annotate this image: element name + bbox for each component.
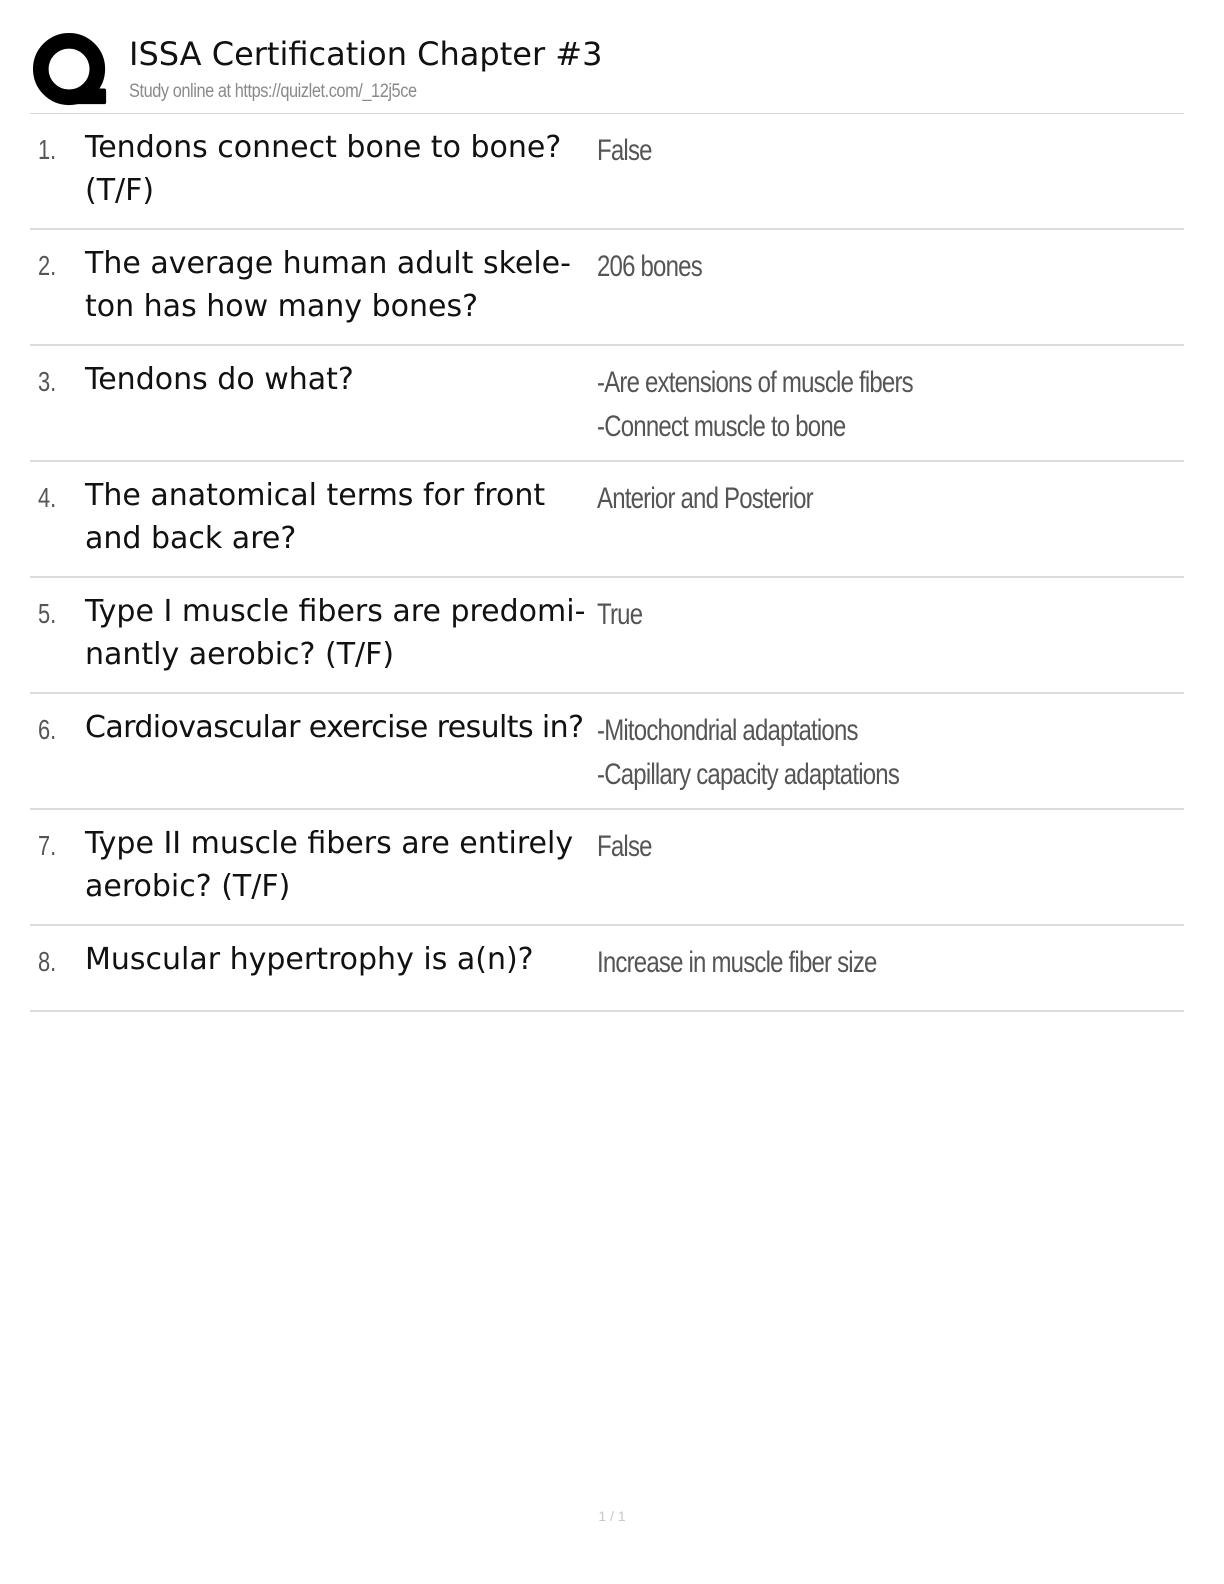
flashcard-item — [30, 462, 1184, 578]
flashcard-item — [30, 230, 1184, 346]
document-header — [30, 28, 1184, 114]
card-definition: -Mitochondrial adaptations -Capillary capacity adaptations — [597, 714, 900, 791]
page-number: 1 / 1 — [598, 1508, 626, 1524]
card-term: Type I muscle fibers are predomi- nantly aerobic? (T/F) — [85, 594, 586, 672]
flashcard-item — [30, 578, 1184, 694]
card-number: 7. — [38, 830, 57, 861]
card-number: 2. — [38, 250, 57, 281]
flashcard-item — [30, 114, 1184, 230]
card-definition: Anterior and Posterior — [597, 482, 813, 515]
card-number: 1. — [38, 134, 57, 165]
flashcard-item — [30, 346, 1184, 462]
card-definition: -Are extensions of muscle fibers -Connect muscle to bone — [597, 366, 913, 443]
card-definition: False — [597, 134, 652, 167]
card-number: 4. — [38, 482, 57, 513]
quizlet-logo-icon — [32, 32, 110, 110]
card-term: Type II muscle fibers are entirely aerobic? (T/F) — [85, 826, 574, 904]
card-number: 6. — [38, 714, 57, 745]
document-title: ISSA Certification Chapter #3 — [129, 35, 603, 73]
card-number: 5. — [38, 598, 57, 629]
flashcard-list — [30, 114, 1184, 1012]
card-definition: Increase in muscle fiber size — [597, 946, 877, 979]
card-term: The anatomical terms for front and back are? — [85, 478, 546, 556]
flashcard-item — [30, 810, 1184, 926]
card-term: Muscular hypertrophy is a(n)? — [85, 942, 534, 977]
card-definition: 206 bones — [597, 250, 702, 283]
flashcard-item — [30, 694, 1184, 810]
study-online-link[interactable]: Study online at https://quizlet.com/_12j5ce — [129, 81, 417, 102]
flashcard-item — [30, 926, 1184, 1012]
card-number: 3. — [38, 366, 57, 397]
card-term: Cardiovascular exercise results in? — [85, 710, 584, 745]
card-term: The average human adult skele- ton has how many bones? — [85, 246, 571, 324]
card-definition: False — [597, 830, 652, 863]
card-term: Tendons connect bone to bone? (T/F) — [85, 130, 562, 208]
card-term: Tendons do what? — [85, 362, 354, 397]
card-definition: True — [597, 598, 643, 631]
card-number: 8. — [38, 946, 57, 977]
